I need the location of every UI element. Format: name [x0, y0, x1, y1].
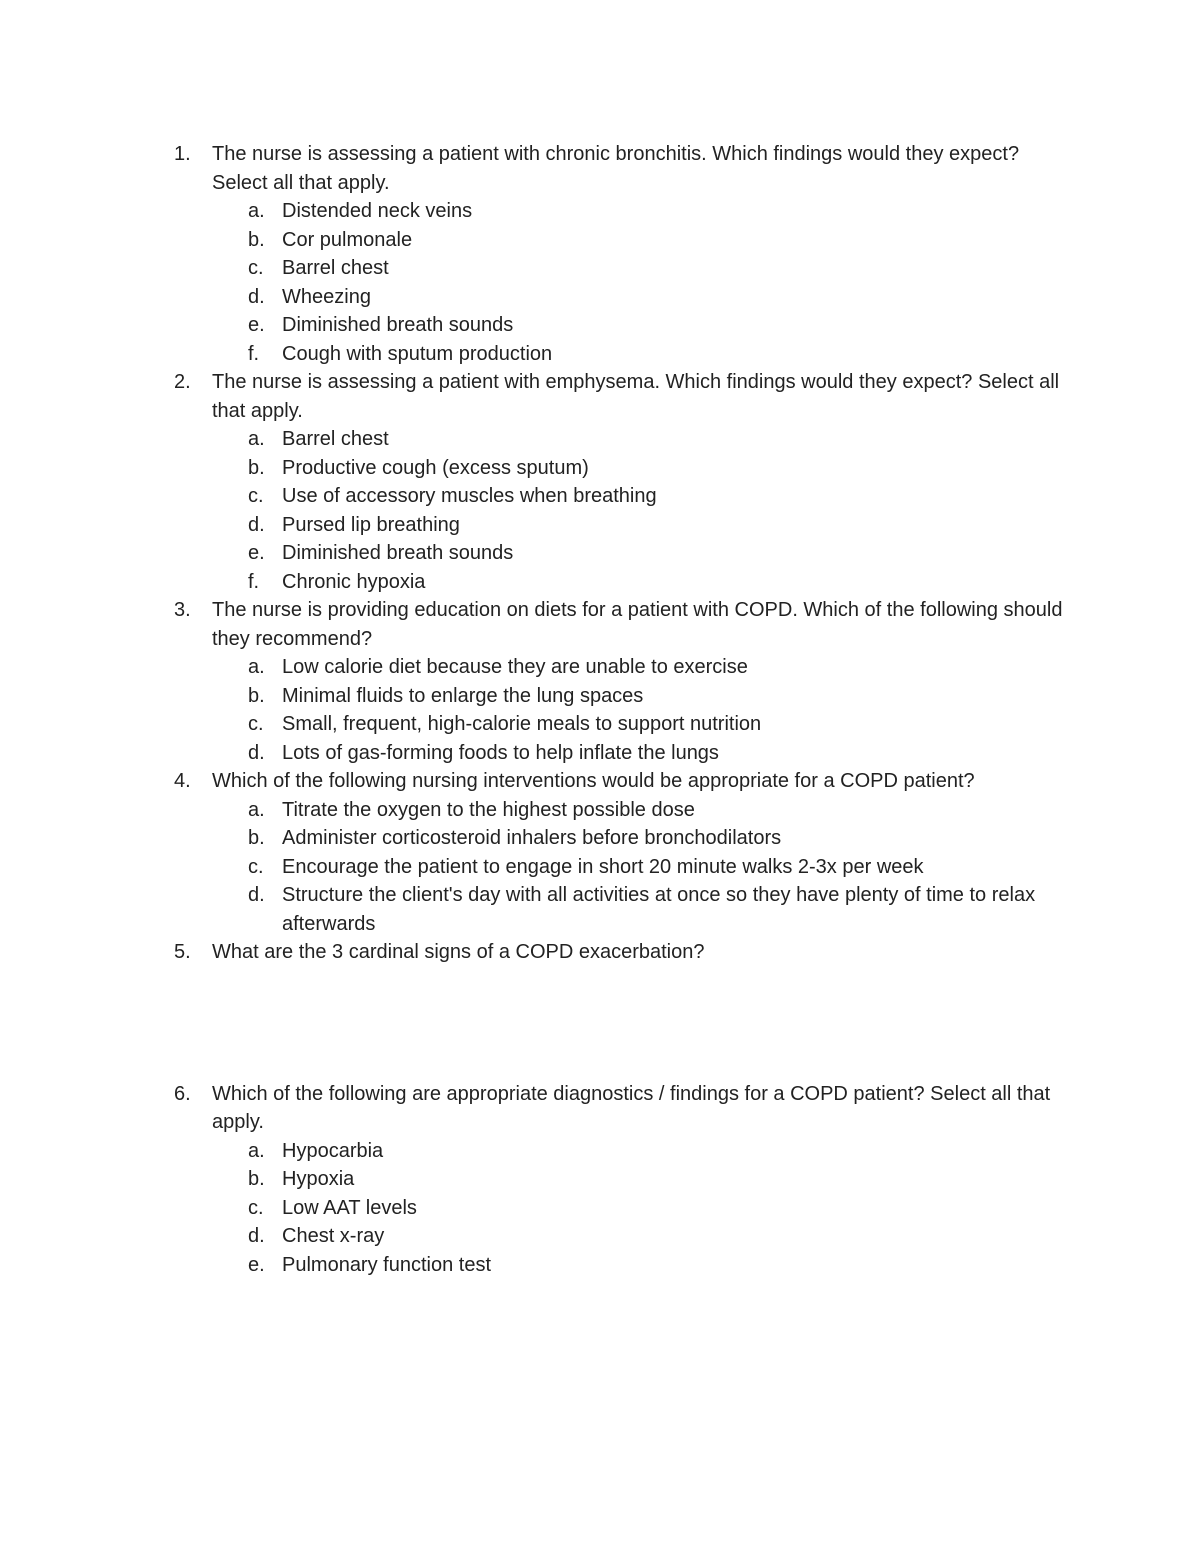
- question-number: 2.: [174, 371, 191, 393]
- option-text: Titrate the oxygen to the highest possible dose: [282, 798, 695, 821]
- option-item: [0, 425, 1072, 454]
- option-text: Cough with sputum production: [282, 342, 553, 365]
- option-text: Diminished breath sounds: [282, 314, 514, 336]
- option-item: [0, 568, 1072, 597]
- option-item: [0, 454, 1072, 483]
- answer-space: [212, 967, 1072, 1080]
- option-letter: b.: [248, 684, 265, 707]
- option-text: Productive cough (excess sputum): [282, 456, 589, 479]
- question-5: [0, 938, 1072, 1080]
- option-letter: d.: [248, 513, 265, 536]
- option-text: Low calorie diet because they are unable to exercise: [282, 656, 748, 678]
- option-item: [0, 1251, 1072, 1280]
- question-text: The nurse is assessing a patient with emphysema. Which findings would they expect? Select all that apply.: [212, 371, 1060, 422]
- option-letter: b.: [248, 827, 265, 849]
- option-text: Administer corticosteroid inhalers before bronchodilators: [282, 827, 782, 849]
- option-letter: c.: [248, 1196, 264, 1219]
- option-item: [0, 653, 1072, 682]
- option-item: [0, 254, 1072, 283]
- option-letter: e.: [248, 314, 265, 336]
- option-letter: a.: [248, 656, 265, 678]
- option-item: [0, 539, 1072, 568]
- option-letter: c.: [248, 257, 264, 279]
- option-letter: e.: [248, 1253, 265, 1276]
- option-text: Small, frequent, high-calorie meals to support nutrition: [282, 713, 762, 735]
- option-text: Hypoxia: [282, 1168, 355, 1190]
- option-text: Hypocarbia: [282, 1139, 384, 1162]
- option-text: Barrel chest: [282, 257, 389, 279]
- question-1: [0, 140, 1072, 368]
- option-list: [212, 1137, 1072, 1280]
- option-item: [0, 796, 1072, 825]
- question-number: 6.: [174, 1082, 191, 1105]
- question-2: [0, 368, 1072, 596]
- option-letter: e.: [248, 542, 265, 564]
- option-item: [0, 1137, 1072, 1166]
- question-text: What are the 3 cardinal signs of a COPD exacerbation?: [212, 941, 705, 963]
- option-item: [0, 511, 1072, 540]
- option-text: Wheezing: [282, 285, 371, 308]
- option-item: [0, 1194, 1072, 1223]
- option-letter: a.: [248, 200, 265, 222]
- question-6: [0, 1080, 1072, 1280]
- option-item: [0, 824, 1072, 853]
- question-list: [0, 140, 1200, 1279]
- question-number: 1.: [174, 143, 191, 165]
- question-number: 4.: [174, 770, 191, 792]
- option-letter: a.: [248, 798, 265, 821]
- option-item: [0, 881, 1072, 938]
- option-list: [212, 425, 1072, 596]
- option-text: Pulmonary function test: [282, 1253, 491, 1276]
- option-text: Chronic hypoxia: [282, 570, 426, 593]
- option-letter: b.: [248, 1168, 265, 1190]
- option-text: Barrel chest: [282, 428, 389, 450]
- option-text: Diminished breath sounds: [282, 542, 514, 564]
- option-text: Use of accessory muscles when breathing: [282, 485, 657, 507]
- option-item: [0, 226, 1072, 255]
- option-letter: c.: [248, 855, 264, 878]
- option-letter: f.: [248, 570, 260, 593]
- option-letter: f.: [248, 342, 260, 365]
- option-text: Pursed lip breathing: [282, 513, 460, 536]
- question-text: The nurse is providing education on diets for a patient with COPD. Which of the following should they recommend?: [212, 599, 1063, 650]
- option-text: Low AAT levels: [282, 1196, 417, 1219]
- option-letter: b.: [248, 228, 265, 251]
- option-letter: b.: [248, 456, 265, 479]
- option-list: [212, 197, 1072, 368]
- option-text: Structure the client's day with all activities at once so they have plenty of time to relax afterwards: [282, 884, 1036, 935]
- option-text: Lots of gas-forming foods to help inflate the lungs: [282, 741, 719, 764]
- option-letter: a.: [248, 428, 265, 450]
- option-item: [0, 1222, 1072, 1251]
- option-item: [0, 710, 1072, 739]
- option-item: [0, 1165, 1072, 1194]
- option-item: [0, 853, 1072, 882]
- option-item: [0, 311, 1072, 340]
- option-list: [212, 653, 1072, 767]
- option-text: Chest x-ray: [282, 1225, 385, 1247]
- option-item: [0, 283, 1072, 312]
- option-text: Encourage the patient to engage in short 20 minute walks 2-3x per week: [282, 855, 924, 878]
- question-text: Which of the following are appropriate diagnostics / findings for a COPD patient? Select all that apply.: [212, 1082, 1051, 1133]
- option-letter: d.: [248, 884, 265, 906]
- question-number: 3.: [174, 599, 191, 621]
- question-text: Which of the following nursing interventions would be appropriate for a COPD patient?: [212, 770, 975, 792]
- option-letter: d.: [248, 741, 265, 764]
- option-letter: d.: [248, 285, 265, 308]
- option-item: [0, 197, 1072, 226]
- question-number: 5.: [174, 941, 191, 963]
- option-letter: c.: [248, 485, 264, 507]
- option-letter: a.: [248, 1139, 265, 1162]
- option-list: [212, 796, 1072, 939]
- option-text: Minimal fluids to enlarge the lung spaces: [282, 684, 644, 707]
- option-letter: c.: [248, 713, 264, 735]
- option-item: [0, 739, 1072, 768]
- option-text: Distended neck veins: [282, 200, 473, 222]
- option-text: Cor pulmonale: [282, 228, 413, 251]
- option-item: [0, 482, 1072, 511]
- question-4: [0, 767, 1072, 938]
- question-3: [0, 596, 1072, 767]
- option-item: [0, 682, 1072, 711]
- option-letter: d.: [248, 1225, 265, 1247]
- option-item: [0, 340, 1072, 369]
- question-text: The nurse is assessing a patient with chronic bronchitis. Which findings would they expect? Select all that apply.: [212, 143, 1020, 194]
